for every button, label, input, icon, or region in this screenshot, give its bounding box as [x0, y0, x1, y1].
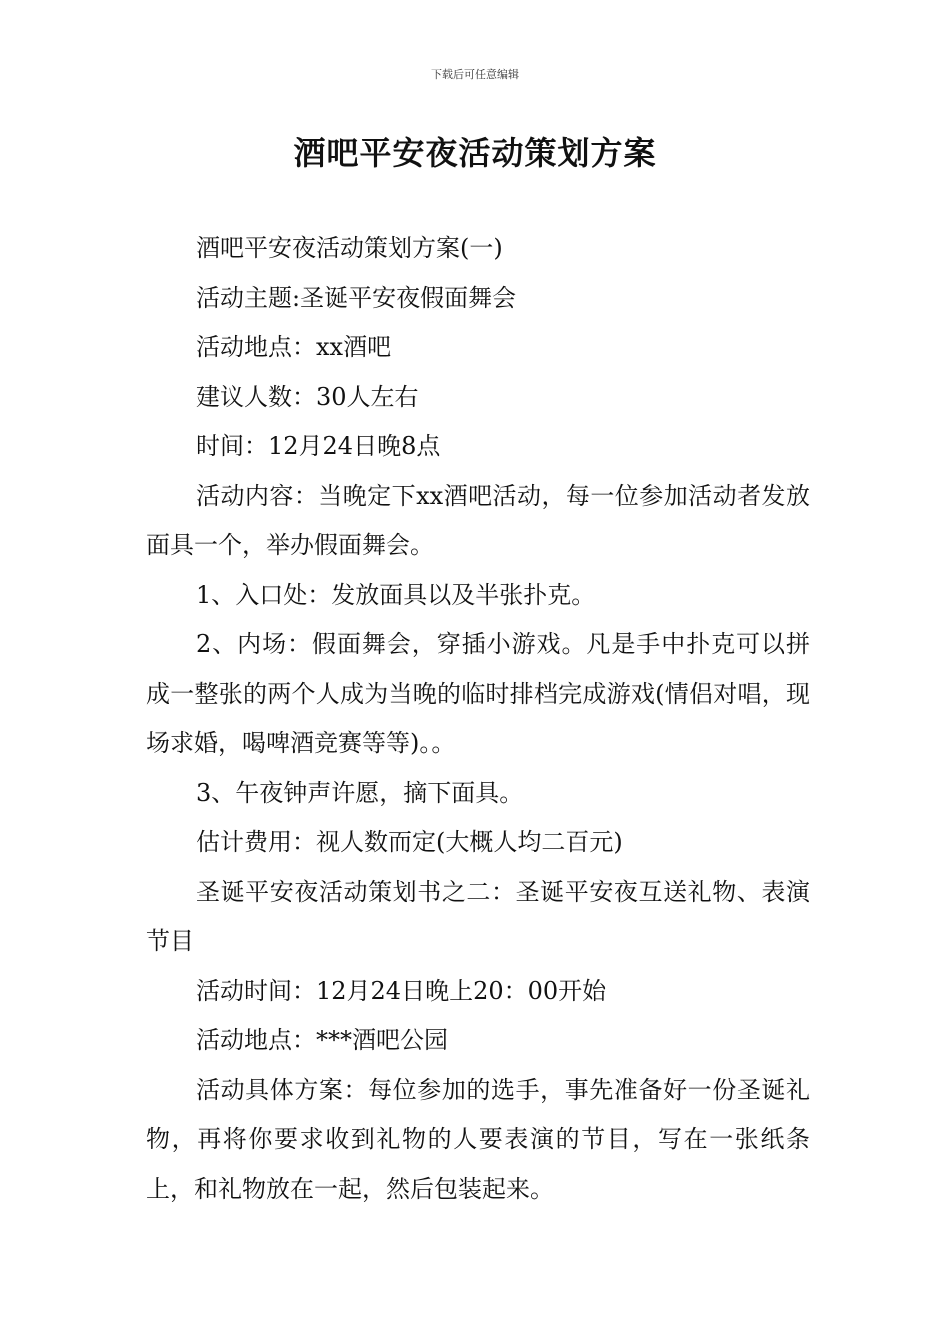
paragraph-plan-two-location: 活动地点：***酒吧公园 — [196, 1026, 448, 1054]
paragraph-plan-two-time: 活动时间：12月24日晚上20：00开始 — [196, 976, 607, 1005]
paragraph-plan-two-heading: 圣诞平安夜活动策划书之二：圣诞平安夜互送礼物、表演节目 — [146, 877, 810, 955]
document-title: 酒吧平安夜活动策划方案 — [293, 134, 657, 172]
paragraph-item-1: 1、入口处：发放面具以及半张扑克。 — [196, 580, 596, 609]
paragraph-item-2: 2、内场：假面舞会，穿插小游戏。凡是手中扑克可以拼成一整张的两个人成为当晚的临时排档完成游戏(情侣对唱，现场求婚，喝啤酒竞赛等等)。。 — [146, 630, 810, 757]
paragraph-subtitle: 酒吧平安夜活动策划方案(一) — [196, 234, 503, 262]
document-body — [146, 224, 810, 1214]
paragraph-plan-two-details: 活动具体方案：每位参加的选手，事先准备好一份圣诞礼物，再将你要求收到礼物的人要表演的节目，写在一张纸条上，和礼物放在一起，然后包装起来。 — [146, 1075, 810, 1203]
header-note: 下载后可任意编辑 — [431, 68, 519, 81]
paragraph-location: 活动地点：xx酒吧 — [196, 333, 392, 361]
paragraph-item-3: 3、午夜钟声许愿，摘下面具。 — [196, 778, 524, 807]
paragraph-theme: 活动主题:圣诞平安夜假面舞会 — [196, 283, 517, 312]
paragraph-cost: 估计费用：视人数而定(大概人均二百元) — [196, 828, 623, 856]
paragraph-time: 时间：12月24日晚8点 — [196, 432, 441, 460]
paragraph-content: 活动内容：当晚定下xx酒吧活动，每一位参加活动者发放面具一个，举办假面舞会。 — [146, 481, 810, 559]
paragraph-attendance: 建议人数：30人左右 — [196, 382, 419, 411]
